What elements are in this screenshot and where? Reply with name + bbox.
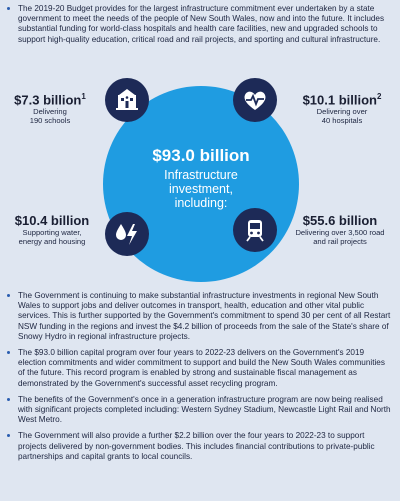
stat-hospitals [290,92,394,125]
total-investment-amount: $93.0 billion [152,146,250,165]
bullet-capital-program: The $93.0 billion capital program over four years to 2022-23 delivers on the Government's 2019 election commitments and wider commitment to support and build the New South Wales communities of the future. This record program is enabled by strong and sustainable fiscal management as demonstrated by the Government's successful asset recycling program. [0,348,400,389]
stat-schools-amount [4,92,96,107]
center-label-line1: Infrastructure [164,168,238,182]
stat-schools-footnote: 1 [81,92,86,101]
stat-transport [284,213,396,246]
heart-pulse-icon [233,78,277,122]
center-label-line2: investment, [169,182,233,196]
bullet-regional-investment: The Government is continuing to make substantial infrastructure investments in regional New South Wales to support jobs and deliver outcomes in transport, health, education and other vital public services. This is further supported by the Government's commitment to spend 30 per cent of all Restart NSW funding in the regions and invest the $4.2 billion of proceeds from the sale of the State's share of Snowy Hydro in regional infrastructure projects. [0,291,400,342]
stat-hospitals-desc-line1: Delivering over [316,107,368,117]
stat-transport-desc-line2: and rail projects [313,237,367,246]
water-energy-icon [105,212,149,256]
stat-hospitals-amount-text: $10.1 billion [302,92,377,108]
infrastructure-infographic [0,68,400,283]
stat-hospitals-desc-line2: 40 hospitals [321,116,363,126]
stat-hospitals-footnote: 2 [376,92,382,101]
train-icon [233,208,277,252]
intro-bullet: The 2019-20 Budget provides for the largest infrastructure commitment ever undertaken by a state government to meet the needs of the people of New South Wales, now and into the future. It includes substantial funding for world-class hospitals and health care facilities, new and upgraded schools to support high-quality education, critical road and rail projects, and sporting and cultural infrastructure. [0,4,400,45]
intro-section [0,4,400,51]
stat-schools [4,92,96,125]
bullet-completed-projects: The benefits of the Government's once in a generation infrastructure program are now being realised with significant projects completed including: Western Sydney Stadium, Newcastle Light Rail and North West Metro. [0,395,400,426]
school-building-icon [105,78,149,122]
stat-transport-amount: $55.6 billion [302,213,378,228]
stat-transport-desc-line1: Delivering over 3,500 road [295,228,385,237]
bullet-non-government-projects: The Government will also provide a further $2.2 billion over the four years to 2022-23 to support projects delivered by non-government bodies. This includes financial contributions to private-public partnerships and capital grants to local councils. [0,431,400,462]
stat-schools-amount-text: $7.3 billion [14,92,82,108]
stat-schools-desc-line1: Delivering [33,107,67,117]
center-label-line3: including: [174,196,228,210]
stat-water-desc-line1: Supporting water, [22,228,82,237]
body-bullets [0,291,400,468]
stat-water-amount: $10.4 billion [14,213,90,228]
stat-water-energy [2,213,102,246]
stat-water-desc-line2: energy and housing [18,237,86,246]
stat-schools-desc-line2: 190 schools [29,116,71,126]
stat-hospitals-amount [290,92,394,107]
total-investment-label [103,168,299,210]
